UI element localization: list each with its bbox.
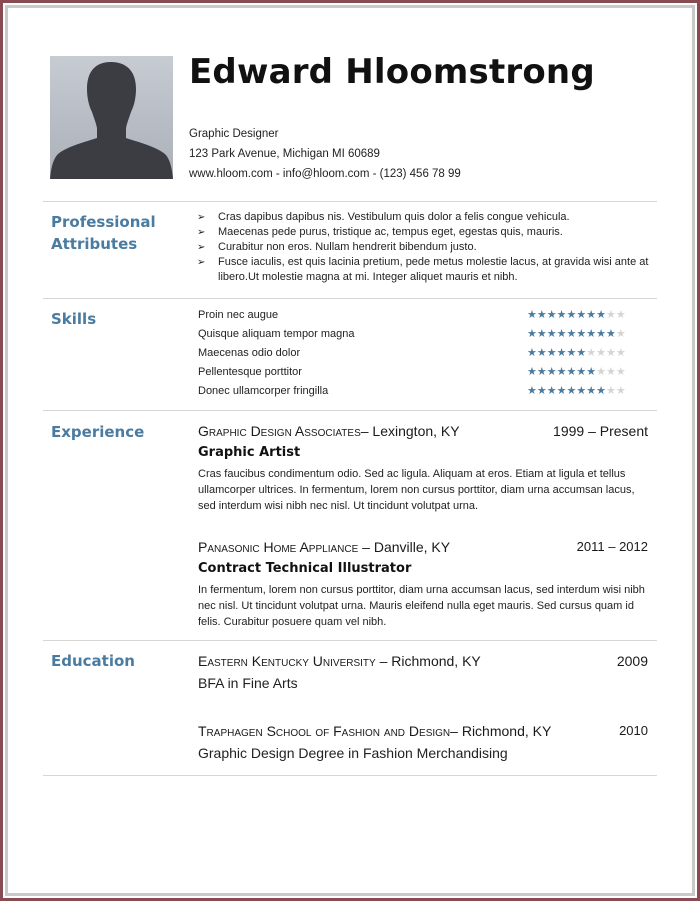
star-icon: ★ (566, 347, 577, 359)
section-title-experience: Experience (51, 423, 145, 441)
star-icon: ★ (546, 366, 557, 378)
star-rating (527, 345, 626, 362)
arrowhead-bullet-icon: ➢ (197, 227, 206, 238)
skills-list (198, 307, 638, 402)
degree: Graphic Design Degree in Fashion Merchandising (198, 745, 508, 761)
divider (43, 201, 657, 202)
job-header (198, 422, 648, 440)
star-icon: ★ (606, 385, 616, 397)
star-icon: ★ (527, 366, 537, 378)
star-rating (527, 383, 626, 400)
star-icon: ★ (615, 347, 626, 359)
candidate-name: Edward Hloomstrong (189, 52, 595, 92)
job-dates: 1999 – Present (553, 423, 648, 439)
skill-row (198, 326, 638, 345)
section-title-skills: Skills (51, 310, 97, 328)
star-icon: ★ (566, 385, 577, 397)
star-icon: ★ (527, 385, 537, 397)
star-icon: ★ (576, 347, 587, 359)
skill-label: Proin nec augue (198, 309, 279, 321)
star-icon: ★ (606, 309, 616, 321)
skill-row (198, 345, 638, 364)
company-location: – Lexington, KY (360, 423, 460, 439)
star-icon: ★ (615, 366, 626, 378)
star-icon: ★ (536, 366, 547, 378)
star-icon: ★ (546, 309, 557, 321)
star-icon: ★ (556, 385, 567, 397)
star-icon: ★ (546, 328, 557, 340)
arrowhead-bullet-icon: ➢ (197, 242, 206, 253)
star-icon: ★ (586, 385, 597, 397)
star-icon: ★ (527, 309, 537, 321)
professional-attributes-list (197, 210, 657, 285)
school-year: 2010 (619, 723, 648, 738)
star-rating (527, 326, 626, 343)
person-silhouette-icon (50, 56, 173, 179)
skill-label: Pellentesque porttitor (198, 366, 302, 378)
job-role: Graphic Artist (198, 445, 301, 460)
arrowhead-bullet-icon: ➢ (197, 212, 206, 223)
job-description: Cras faucibus condimentum odio. Sed ac ligula. Aliquam at eros. Etiam at ligula et tellus ullamcorper ultrices. In fermentum, lorem non cursus porttitor, diam urna accumsan lacus, sed interdum wisi nibh nec nisl. Ut tincidunt volutpat urna. (198, 468, 635, 512)
star-icon: ★ (586, 328, 597, 340)
contact-line[interactable]: www.hloom.com - info@hloom.com - (123) 456 78 99 (189, 168, 461, 180)
school-name: Eastern Kentucky University (198, 653, 376, 669)
star-icon: ★ (556, 347, 567, 359)
list-item: ➢ Maecenas pede purus, tristique ac, tempus eget, egestas quis, mauris. (197, 226, 563, 238)
list-item: ➢ Cras dapibus dapibus nis. Vestibulum quis dolor a felis congue vehicula. (197, 211, 570, 223)
company-name: Panasonic Home Appliance (198, 539, 359, 555)
star-rating (527, 364, 626, 381)
skill-label: Quisque aliquam tempor magna (198, 328, 355, 340)
star-icon: ★ (556, 328, 567, 340)
star-rating (527, 307, 626, 324)
section-title-professional-attributes: Professional Attributes (51, 213, 156, 253)
star-icon: ★ (527, 328, 537, 340)
job-title: Graphic Designer (189, 128, 279, 140)
star-icon: ★ (556, 309, 567, 321)
arrowhead-bullet-icon: ➢ (197, 257, 206, 268)
skill-row (198, 383, 638, 402)
skill-label: Donec ullamcorper fringilla (198, 385, 329, 397)
divider (43, 640, 657, 641)
star-icon: ★ (576, 366, 587, 378)
star-icon: ★ (596, 385, 606, 397)
star-icon: ★ (576, 385, 587, 397)
star-icon: ★ (527, 347, 537, 359)
profile-photo (50, 56, 173, 179)
star-icon: ★ (615, 385, 626, 397)
star-icon: ★ (576, 309, 587, 321)
list-item: ➢ Curabitur non eros. Nullam hendrerit bibendum justo. (197, 241, 477, 253)
school-header (198, 722, 648, 740)
school-location: – Richmond, KY (375, 653, 481, 669)
school-year: 2009 (616, 653, 648, 669)
star-icon: ★ (596, 366, 606, 378)
star-icon: ★ (536, 385, 547, 397)
star-icon: ★ (566, 366, 577, 378)
star-icon: ★ (536, 309, 547, 321)
divider (43, 775, 657, 776)
divider (43, 298, 657, 299)
star-icon: ★ (546, 385, 557, 397)
star-icon: ★ (615, 309, 626, 321)
star-icon: ★ (536, 347, 547, 359)
skill-row (198, 364, 638, 383)
section-title-education: Education (51, 652, 135, 670)
star-icon: ★ (615, 328, 626, 340)
school-header (198, 652, 648, 670)
school-name: Traphagen School of Fashion and Design (198, 723, 451, 739)
star-icon: ★ (596, 328, 606, 340)
star-icon: ★ (566, 328, 577, 340)
job-role: Contract Technical Illustrator (198, 561, 412, 576)
skill-label: Maecenas odio dolor (198, 347, 301, 359)
contact-block (189, 124, 461, 184)
star-icon: ★ (586, 366, 597, 378)
star-icon: ★ (546, 347, 557, 359)
star-icon: ★ (596, 309, 606, 321)
list-item: ➢ Fusce iaculis, est quis lacinia pretium, pede metus molestie lacus, at gravida wisi ante at libero.Ut molestie magna at mi. Integer aliquet mauris et nibh. (197, 256, 649, 283)
job-dates: 2011 – 2012 (576, 539, 648, 554)
star-icon: ★ (606, 347, 616, 359)
address: 123 Park Avenue, Michigan MI 60689 (189, 148, 380, 160)
company-name: Graphic Design Associates (198, 423, 361, 439)
job-description: In fermentum, lorem non cursus porttitor, diam urna accumsan lacus, sed interdum wisi nibh nec nisl. Ut tincidunt volutpat urna. Mauris eleifend nulla eget mauris. Sed cursus quam id felis. Curabitur posuere quam vel nibh. (198, 584, 645, 628)
star-icon: ★ (606, 366, 616, 378)
school-location: – Richmond, KY (450, 723, 552, 739)
star-icon: ★ (586, 309, 597, 321)
degree: BFA in Fine Arts (198, 675, 298, 691)
star-icon: ★ (606, 328, 616, 340)
star-icon: ★ (586, 347, 597, 359)
star-icon: ★ (536, 328, 547, 340)
star-icon: ★ (596, 347, 606, 359)
star-icon: ★ (576, 328, 587, 340)
company-location: – Danville, KY (358, 539, 451, 555)
job-header (198, 538, 648, 556)
star-icon: ★ (566, 309, 577, 321)
divider (43, 410, 657, 411)
skill-row (198, 307, 638, 326)
star-icon: ★ (556, 366, 567, 378)
